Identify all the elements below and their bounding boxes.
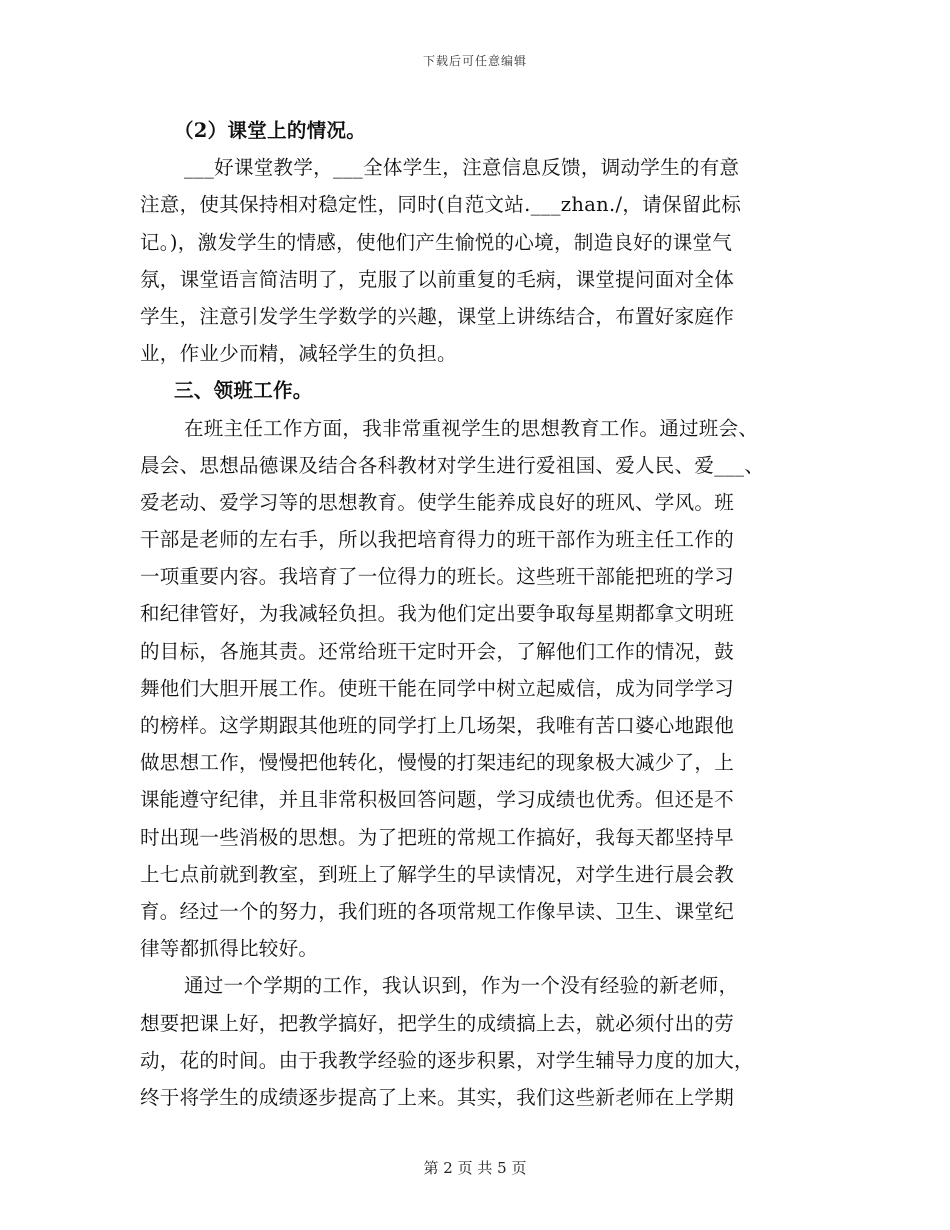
paragraph-line: 舞他们大胆开展工作。使班干能在同学中树立起威信，成为同学学习 [140, 676, 735, 700]
paragraph-line: 的目标，各施其责。还常给班干定时开会，了解他们工作的情况，鼓 [140, 639, 735, 663]
paragraph-line: 在班主任工作方面，我非常重视学生的思想教育工作。通过班会、 [184, 416, 759, 440]
document-body [140, 112, 830, 1116]
paragraph-line: 通过一个学期的工作，我认识到，作为一个没有经验的新老师， [184, 974, 739, 998]
paragraph-line: 想要把课上好，把教学搞好，把学生的成绩搞上去，就必须付出的劳 [140, 1011, 735, 1035]
paragraph-line: 晨会、思想品德课及结合各科教材对学生进行爱祖国、爱人民、爱___、 [140, 453, 765, 477]
paragraph-line: 动，花的时间。由于我教学经验的逐步积累，对学生辅导力度的加大， [140, 1048, 754, 1072]
paragraph-line: 终于将学生的成绩逐步提高了上来。其实，我们这些新老师在上学期 [140, 1085, 735, 1109]
paragraph-line: 做思想工作，慢慢把他转化，慢慢的打架违纪的现象极大减少了，上 [140, 751, 735, 775]
paragraph-line: 育。经过一个的努力，我们班的各项常规工作像早读、卫生、课堂纪 [140, 899, 735, 923]
paragraph-line: 一项重要内容。我培育了一位得力的班长。这些班干部能把班的学习 [140, 565, 735, 589]
paragraph-line: 爱老动、爱学习等的思想教育。使学生能养成良好的班风、学风。班 [140, 490, 735, 514]
paragraph-line: 氛，课堂语言简洁明了，克服了以前重复的毛病，课堂提问面对全体 [140, 267, 735, 291]
page-footer-page-number: 第 2 页 共 5 页 [423, 1159, 527, 1177]
paragraph-line: 干部是老师的左右手，所以我把培育得力的班干部作为班主任工作的 [140, 528, 735, 552]
paragraph-line: 学生，注意引发学生学数学的兴趣，课堂上讲练结合，布置好家庭作 [140, 304, 735, 328]
paragraph-line: 上七点前就到教室，到班上了解学生的早读情况，对学生进行晨会教 [140, 862, 735, 886]
paragraph-line: ___好课堂教学，___全体学生，注意信息反馈，调动学生的有意 [184, 156, 740, 180]
paragraph-line: 的榜样。这学期跟其他班的同学打上几场架，我唯有苦口婆心地跟他 [140, 714, 735, 737]
paragraph-line: 课能遵守纪律，并且非常积极回答问题，学习成绩也优秀。但还是不 [140, 788, 735, 812]
paragraph-line: 律等都抓得比较好。 [140, 937, 319, 961]
page-header: 下载后可任意编辑 [422, 54, 527, 68]
paragraph-line: 和纪律管好，为我减轻负担。我为他们定出要争取每星期都拿文明班 [140, 602, 735, 626]
paragraph-line: 业，作业少而精，减轻学生的负担。 [140, 342, 457, 366]
paragraph-line: 时出现一些消极的思想。为了把班的常规工作搞好，我每天都坚持早 [140, 825, 735, 849]
section-heading-class-leading: 三、领班工作。 [174, 379, 313, 403]
paragraph-line: 注意，使其保持相对稳定性，同时(自范文站.___zhan./，请保留此标 [140, 193, 742, 217]
paragraph-line: 记。)，激发学生的情感，使他们产生愉悦的心境，制造良好的课堂气 [140, 230, 733, 254]
section-heading-classroom: （2）课堂上的情况。 [174, 119, 367, 142]
